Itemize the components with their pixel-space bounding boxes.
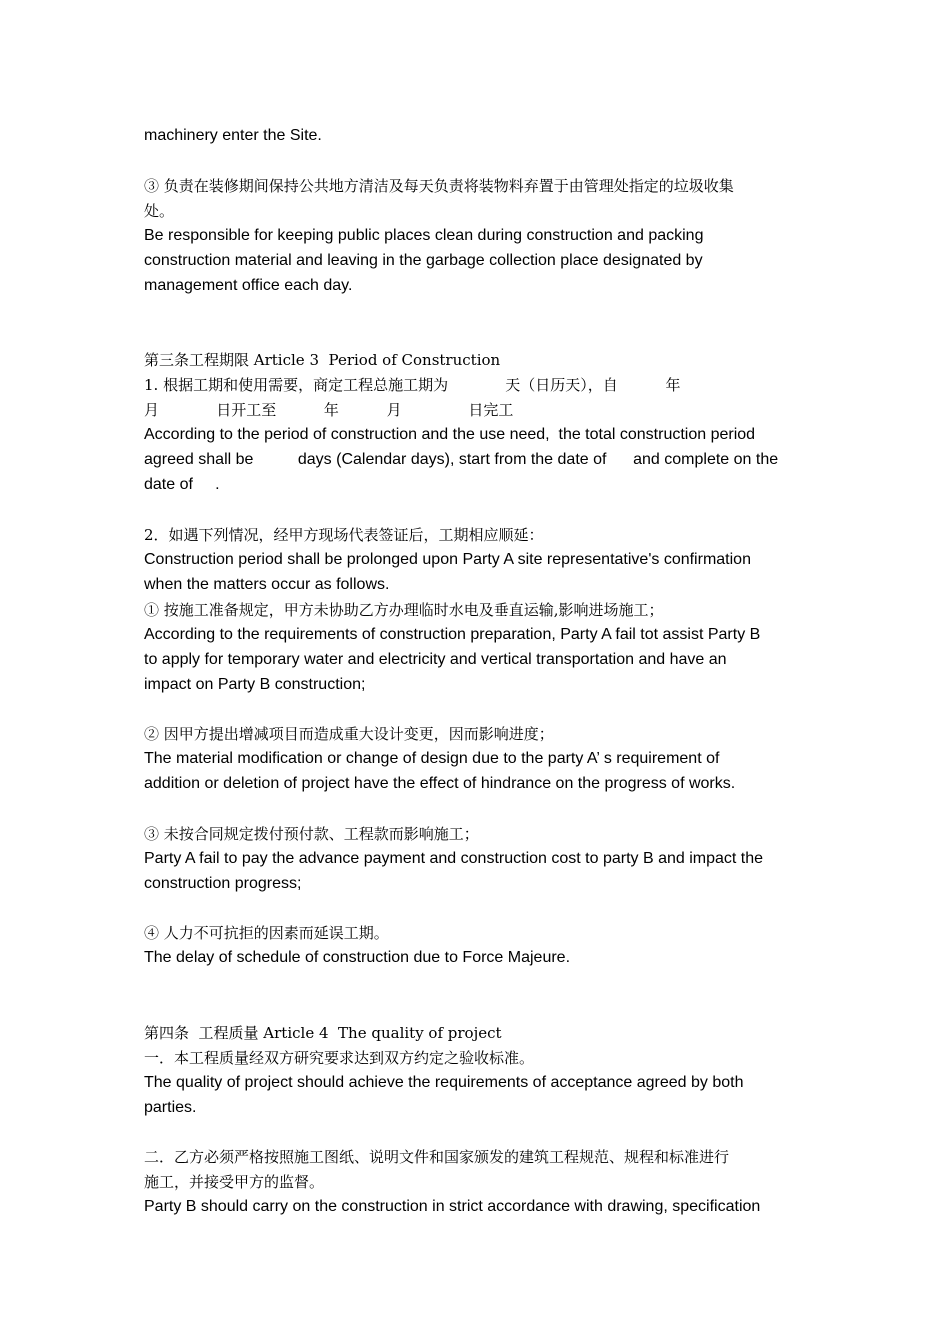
- article-4-heading: 第四条 工程质量 Article 4 The quality of project: [144, 1024, 502, 1042]
- text-line: ① 按施工准备规定，甲方未协助乙方办理临时水电及垂直运输,影响进场施工；: [144, 601, 664, 619]
- text-line: management office each day.: [144, 277, 353, 294]
- text-line: date of .: [144, 476, 220, 493]
- text-line: Be responsible for keeping public places clean during construction and packing: [144, 227, 704, 244]
- text-line: According to the requirements of construction preparation, Party A fail tot assist Party B: [144, 626, 761, 643]
- text-line: Construction period shall be prolonged upon Party A site representative's confirmation: [144, 551, 751, 568]
- text-line: According to the period of construction and the use need, the total construction period: [144, 426, 756, 443]
- text-line: 二．乙方必须严格按照施工图纸、说明文件和国家颁发的建筑工程规范、规程和标准进行: [144, 1148, 730, 1166]
- text-line: The delay of schedule of construction due to Force Majeure.: [144, 949, 571, 966]
- text-line: Party B should carry on the construction in strict accordance with drawing, specification: [144, 1198, 761, 1215]
- text-line: 1. 根据工期和使用需要，商定工程总施工期为 天（日历天），自 年: [144, 376, 681, 394]
- text-line: parties.: [144, 1099, 197, 1116]
- article-3-heading: 第三条工程期限 Article 3 Period of Construction: [144, 351, 501, 369]
- text-line: The material modification or change of design due to the party A’ s requirement of: [144, 750, 720, 767]
- text-line: construction progress;: [144, 875, 302, 892]
- text-line: to apply for temporary water and electricity and vertical transportation and have an: [144, 651, 727, 668]
- text-line: when the matters occur as follows.: [144, 576, 390, 593]
- text-line: addition or deletion of project have the effect of hindrance on the progress of works.: [144, 775, 736, 792]
- text-line: ② 因甲方提出增减项目而造成重大设计变更，因而影响进度；: [144, 725, 554, 743]
- text-line: The quality of project should achieve the requirements of acceptance agreed by both: [144, 1074, 744, 1091]
- text-line: 月 日开工至 年 月 日完工: [144, 401, 514, 419]
- text-line: 处。: [144, 202, 175, 220]
- text-line: machinery enter the Site.: [144, 127, 322, 144]
- clause-item-3: ③ 负责在装修期间保持公共地方清洁及每天负责将装物料弃置于由管理处指定的垃圾收集: [144, 177, 734, 195]
- text-line: impact on Party B construction;: [144, 676, 366, 693]
- text-line: agreed shall be days (Calendar days), start from the date of and complete on the: [144, 451, 779, 468]
- text-line: 2．如遇下列情况，经甲方现场代表签证后，工期相应顺延：: [144, 526, 544, 544]
- text-line: ④ 人力不可抗拒的因素而延误工期。: [144, 924, 389, 942]
- text-line: ③ 未按合同规定拨付预付款、工程款而影响施工；: [144, 825, 479, 843]
- text-line: construction material and leaving in the garbage collection place designated by: [144, 252, 703, 269]
- text-line: 一．本工程质量经双方研究要求达到双方约定之验收标准。: [144, 1049, 535, 1067]
- text-line: Party A fail to pay the advance payment and construction cost to party B and impact the: [144, 850, 764, 867]
- text-line: 施工，并接受甲方的监督。: [144, 1173, 325, 1191]
